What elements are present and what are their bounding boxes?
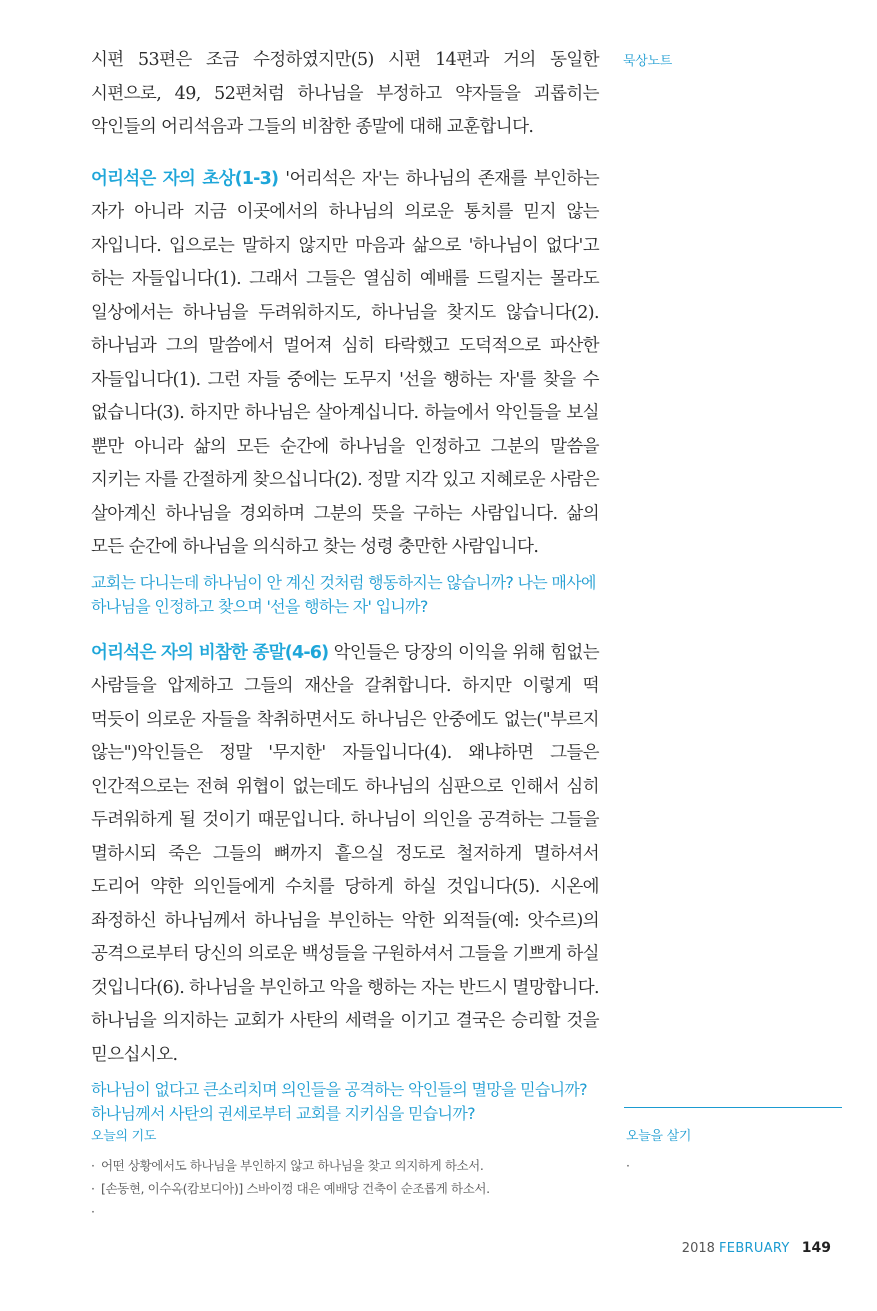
- prayer-item: [91, 1200, 591, 1223]
- section-body: 악인들은 당장의 이익을 위해 힘없는 사람들을 압제하고 그들의 재산을 갈취합니다. 하지만 이렇게 떡 먹듯이 의로운 자들을 착취하면서도 하나님은 안중에도 없는("부르지 않는")악인들은 정말 '무지한' 자들입니다(4). 왜냐하면 그들은 인간적으로는 전혀 위협이 없는데도 하나님의 심판으로 인해서 심히 두려워하게 될 것이기 때문입니다. 하나님이 의인을 공격하는 그들을 멸하시되 죽은 그들의 뼈까지 흩으실 정도로 철저하게 멸하셔서 도리어 약한 의인들에게 수치를 당하게 하실 것입니다(5). 시온에 좌정하신 하나님께서 하나님을 부인하는 악한 외적들(예: 앗수르)의 공격으로부터 당신의 의로운 백성들을 구원하셔서 그들을 기쁘게 하실 것입니다(6). 하나님을 부인하고 악을 행하는 자는 반드시 멸망합니다. 하나님을 의지하는 교회가 사탄의 세력을 이기고 결국은 승리할 것을 믿으십시오.: [91, 642, 599, 1065]
- live-list: [626, 1154, 842, 1177]
- intro-paragraph: 시편 53편은 조금 수정하였지만(5) 시편 14편과 거의 동일한 시편으로, 49, 52편처럼 하나님을 부정하고 약자들을 괴롭히는 악인들의 어리석음과 그들의 비참한 종말에 대해 교훈합니다.: [91, 50, 599, 137]
- section-foolish-portrait: [91, 163, 599, 565]
- prayer-list: [91, 1154, 591, 1223]
- live-item: [626, 1154, 842, 1177]
- bullet-icon: ·: [91, 1204, 95, 1219]
- prayer-item: · [손동현, 이수옥(캄보디아)] 스바이껑 대은 예배당 건축이 순조롭게 하소서.: [91, 1177, 591, 1200]
- todays-prayer: [91, 1125, 591, 1223]
- prayer-item: · 어떤 상황에서도 하나님을 부인하지 않고 하나님을 찾고 의지하게 하소서.: [91, 1154, 591, 1177]
- page-footer: [682, 1240, 831, 1256]
- prayer-title: 오늘의 기도: [91, 1129, 157, 1144]
- section-heading: 어리석은 자의 초상(1-3): [91, 168, 279, 189]
- live-title: 오늘을 살기: [626, 1129, 692, 1144]
- divider-line: [624, 1107, 842, 1108]
- page-number: 149: [801, 1240, 831, 1256]
- bullet-icon: ·: [91, 1181, 95, 1196]
- reflection-question: 교회는 다니는데 하나님이 안 계신 것처럼 행동하지는 않습니까? 나는 매사에 하나님을 인정하고 찾으며 '선을 행하는 자' 입니까?: [91, 572, 596, 616]
- bullet-icon: ·: [91, 1158, 95, 1173]
- section-heading: 어리석은 자의 비참한 종말(4-6): [91, 642, 329, 663]
- live-today: [626, 1125, 842, 1177]
- section-body: '어리석은 자'는 하나님의 존재를 부인하는 자가 아니라 지금 이곳에서의 하나님의 의로운 통치를 믿지 않는 자입니다. 입으로는 말하지 않지만 마음과 삶으로 '하나님이 없다'고 하는 자들입니다(1). 그래서 그들은 열심히 예배를 드릴지는 몰라도 일상에서는 하나님을 두려워하지도, 하나님을 찾지도 않습니다(2). 하나님과 그의 말씀에서 멀어져 심히 타락했고 도덕적으로 파산한 자들입니다(1). 그런 자들 중에는 도무지 '선을 행하는 자'를 찾을 수 없습니다(3). 하지만 하나님은 살아계십니다. 하늘에서 악인들을 보실 뿐만 아니라 삶의 모든 순간에 하나님을 인정하고 그분의 말씀을 지키는 자를 간절하게 찾으십니다(2). 정말 지각 있고 지혜로운 사람은 살아계신 하나님을 경외하며 그분의 뜻을 구하는 사람입니다. 삶의 모든 순간에 하나님을 의식하고 찾는 성령 충만한 사람입니다.: [91, 168, 600, 557]
- main-content: [91, 44, 599, 1126]
- meditation-note-label: 묵상노트: [623, 54, 673, 69]
- footer-month: FEBRUARY: [719, 1241, 790, 1256]
- section-foolish-end: [91, 637, 599, 1073]
- reflection-question: 하나님이 없다고 큰소리치며 의인들을 공격하는 악인들의 멸망을 믿습니까? 하나님께서 사탄의 권세로부터 교회를 지키심을 믿습니까?: [91, 1080, 587, 1123]
- bullet-icon: ·: [626, 1158, 630, 1173]
- footer-year: 2018: [681, 1241, 715, 1256]
